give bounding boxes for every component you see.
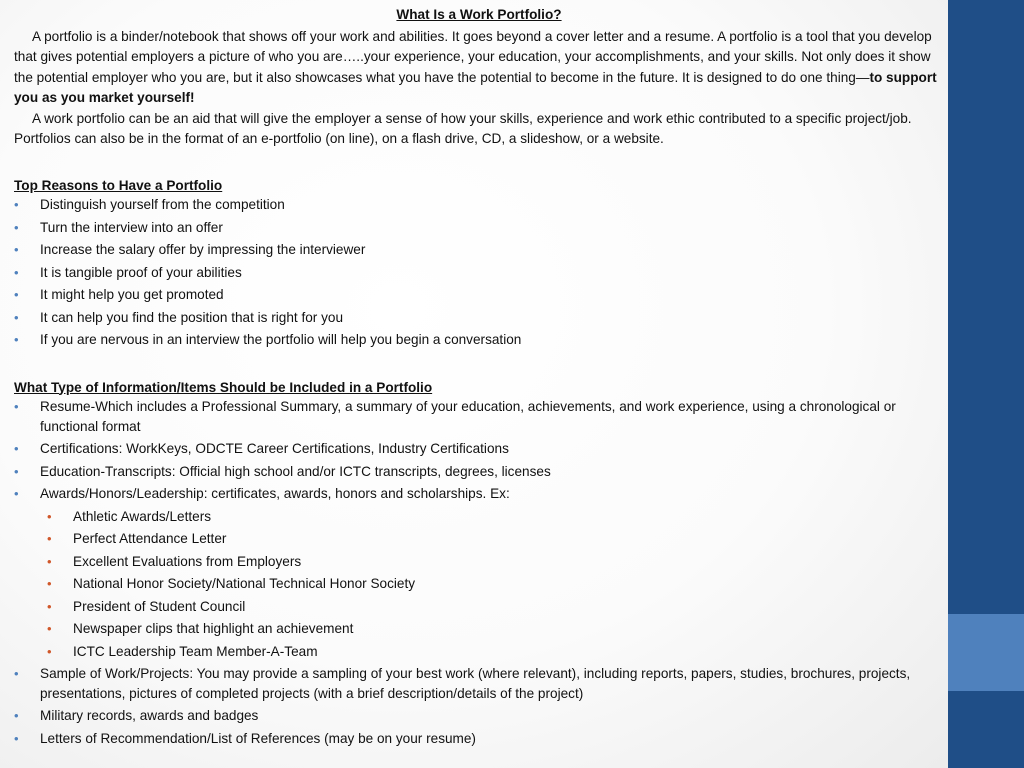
award-sub-item: • Athletic Awards/Letters xyxy=(14,507,944,527)
award-sub-item: • National Honor Society/National Technical Honor Society xyxy=(14,574,944,594)
portfolio-item: • Awards/Honors/Leadership: certificates, awards, honors and scholarships. Ex: xyxy=(14,484,944,504)
side-accent-block xyxy=(948,614,1024,691)
portfolio-item: • Resume-Which includes a Professional Summary, a summary of your education, achievements, and work experience, using a chronological or functional format xyxy=(14,397,944,436)
award-sub-item: • Perfect Attendance Letter xyxy=(14,529,944,549)
reason-item: • It can help you find the position that is right for you xyxy=(14,308,944,328)
reason-item: • Distinguish yourself from the competition xyxy=(14,195,944,215)
portfolio-item: • Military records, awards and badges xyxy=(14,706,944,726)
intro-paragraph-1-emphasis: to support you as you market yourself! xyxy=(14,69,937,105)
portfolio-item: • Letters of Recommendation/List of References (may be on your resume) xyxy=(14,729,944,749)
award-sub-item: • President of Student Council xyxy=(14,597,944,617)
award-sub-item: • Excellent Evaluations from Employers xyxy=(14,552,944,572)
award-sub-item: • Newspaper clips that highlight an achievement xyxy=(14,619,944,639)
portfolio-item: • Certifications: WorkKeys, ODCTE Career Certifications, Industry Certifications xyxy=(14,439,944,459)
portfolio-item: • Sample of Work/Projects: You may provide a sampling of your best work (where relevant), including reports, papers, studies, brochures, projects, presentations, pictures of completed projects (with a brief description/details of the project) xyxy=(14,664,944,703)
portfolio-items-heading: What Type of Information/Items Should be Included in a Portfolio xyxy=(14,379,433,395)
portfolio-item: • Education-Transcripts: Official high school and/or ICTC transcripts, degrees, licenses xyxy=(14,462,944,482)
reason-item: • It is tangible proof of your abilities xyxy=(14,263,944,283)
reason-item: • If you are nervous in an interview the portfolio will help you begin a conversation xyxy=(14,330,944,350)
reason-item: • Increase the salary offer by impressing the interviewer xyxy=(14,240,944,260)
award-sub-item: • ICTC Leadership Team Member-A-Team xyxy=(14,642,944,662)
reason-item: • Turn the interview into an offer xyxy=(14,218,944,238)
intro-paragraph-1-text: A portfolio is a binder/notebook that shows off your work and abilities. It goes beyond a cover letter and a resume. A portfolio is a tool that you develop that gives potential employers a picture of who you are…..your experience, your education, your accomplishments, and your skills. Not only does it show the potential employer who you are, but it also showcases what you have the potential to become in the future. It is designed to do one thing— xyxy=(14,28,932,85)
spacer xyxy=(14,353,944,378)
slide-title: What Is a Work Portfolio? xyxy=(396,7,562,22)
reasons-list xyxy=(14,195,944,350)
portfolio-items-list xyxy=(14,397,944,748)
reasons-heading: Top Reasons to Have a Portfolio xyxy=(14,177,223,193)
spacer xyxy=(14,150,944,176)
reason-item: • It might help you get promoted xyxy=(14,285,944,305)
intro-paragraph-1 xyxy=(14,27,944,109)
slide-content xyxy=(14,5,944,751)
intro-paragraph-2: A work portfolio can be an aid that will give the employer a sense of how your skills, experience and work ethic contributed to a specific project/job. Portfolios can also be in the format of an e-portfolio (on line), on a flash drive, CD, a slideshow, or a website. xyxy=(14,110,912,146)
